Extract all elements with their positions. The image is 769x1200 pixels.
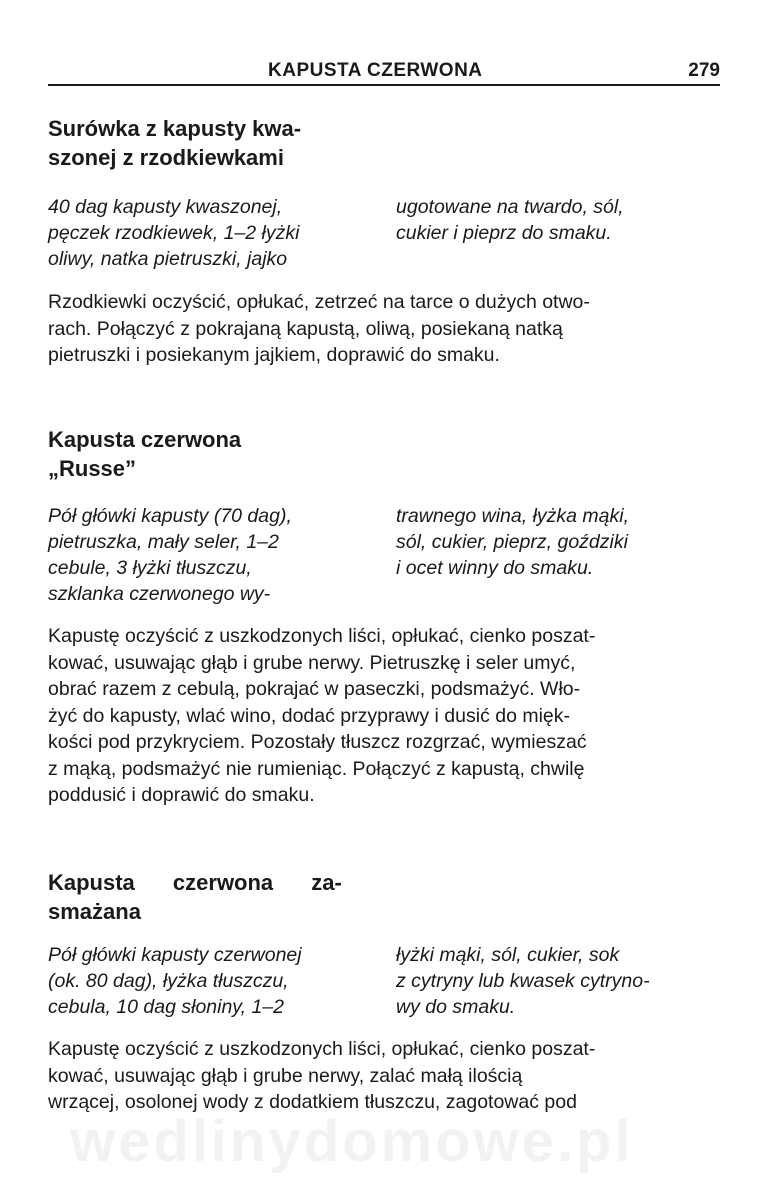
method-text: Kapustę oczyścić z uszkodzonych liści, opłukać, cienko poszat- kować, usuwając głąb i grube nerwy, zalać małą ilością wrzącej, osolonej wody z dodatkiem tłuszczu, zagotować pod: [48, 1038, 596, 1113]
recipe-title: Surówka z kapusty kwa- szonej z rzodkiewkami: [48, 116, 302, 170]
page-number: 279: [688, 60, 720, 81]
book-page: [48, 0, 724, 1200]
ingredients-left: 40 dag kapusty kwaszonej, pęczek rzodkiewek, 1–2 łyżki oliwy, natka pietruszki, jajko: [48, 196, 300, 270]
ingredients-right: łyżki mąki, sól, cukier, sok z cytryny lub kwasek cytryno- wy do smaku.: [396, 944, 650, 1018]
running-title: KAPUSTA CZERWONA: [268, 60, 483, 81]
ingredients-right: ugotowane na twardo, sól, cukier i pieprz do smaku.: [396, 196, 624, 244]
method-text: Rzodkiewki oczyścić, opłukać, zetrzeć na tarce o dużych otwo- rach. Połączyć z pokrajaną kapustą, oliwą, posiekaną natką pietruszki i posiekanym jajkiem, doprawić do smaku.: [48, 291, 590, 366]
recipe-title: Kapusta czerwona za- smażana: [48, 870, 342, 924]
recipe-title: Kapusta czerwona „Russe”: [48, 427, 242, 481]
ingredients-left: Pół główki kapusty czerwonej (ok. 80 dag), łyżka tłuszczu, cebula, 10 dag słoniny, 1–2: [48, 944, 302, 1018]
ingredients-right: trawnego wina, łyżka mąki, sól, cukier, pieprz, goździki i ocet winny do smaku.: [396, 505, 630, 579]
method-text: Kapustę oczyścić z uszkodzonych liści, opłukać, cienko poszat- kować, usuwając głąb i grube nerwy. Pietruszkę i seler umyć, obrać razem z cebulą, pokrajać w paseczki, podsmażyć. Wło- żyć do kapusty, wlać wino, dodać przyprawy i dusić do mięk- kości pod przykryciem. Pozostały tłuszcz rozgrzać, wymieszać z mąką, podsmażyć nie rumieniąc. Połączyć z kapustą, chwilę poddusić i doprawić do smaku.: [48, 625, 596, 806]
running-header: [48, 58, 720, 86]
ingredients-left: Pół główki kapusty (70 dag), pietruszka, mały seler, 1–2 cebule, 3 łyżki tłuszczu, szklanka czerwonego wy-: [48, 505, 292, 605]
watermark: wedlinydomowe.pl: [70, 1109, 634, 1174]
